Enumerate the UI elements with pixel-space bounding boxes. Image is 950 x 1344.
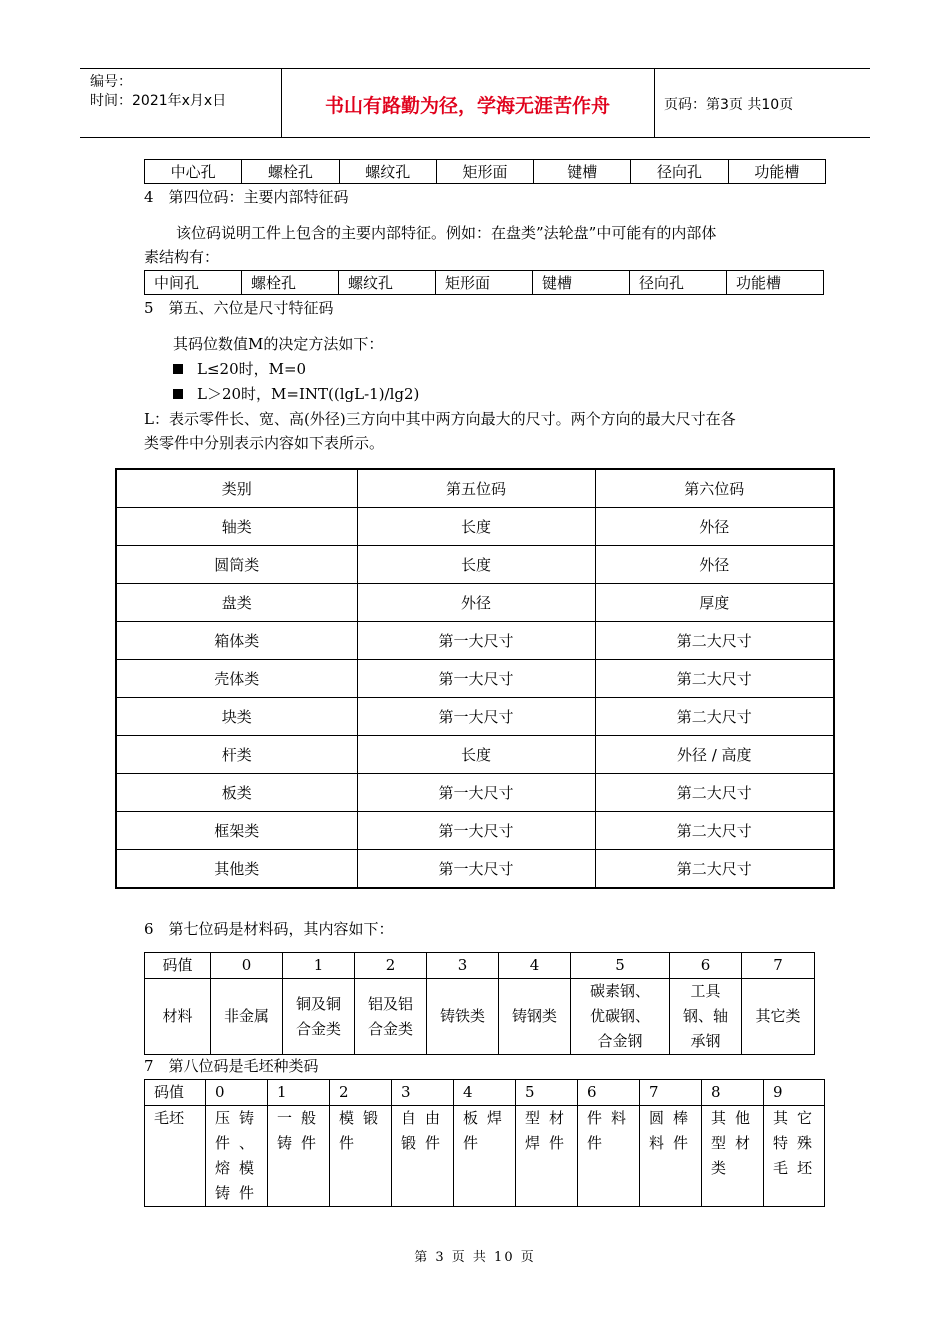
table-cell: 其他类: [116, 850, 357, 889]
table-cell: 材料: [145, 979, 211, 1055]
section-5-heading: 5 第五、六位是尺寸特征码: [144, 299, 334, 317]
table-cell: 其他型材类: [702, 1106, 764, 1207]
column-header: 0: [206, 1080, 268, 1106]
table-cell: 矩形面: [436, 271, 533, 295]
section-4-paragraph-line-1: 该位码说明工件上包含的主要内部特征。例如：在盘类”法轮盘”中可能有的内部体: [176, 224, 717, 242]
column-header: 2: [330, 1080, 392, 1106]
column-header: 4: [499, 953, 571, 979]
table-cell: 铸钢类: [499, 979, 571, 1055]
section-5-note-line-2: 类零件中分别表示内容如下表所示。: [144, 434, 385, 452]
table-cell: 铸铁类: [427, 979, 499, 1055]
table-cell: 第二大尺寸: [595, 622, 834, 660]
table-cell: 第二大尺寸: [595, 660, 834, 698]
table-row: [116, 812, 834, 850]
header-motto: 书山有路勤为径，学海无涯苦作舟: [324, 95, 610, 117]
table-cell: 第二大尺寸: [595, 812, 834, 850]
table-row: [116, 622, 834, 660]
table-cell: 第二大尺寸: [595, 774, 834, 812]
table-cell: 第二大尺寸: [595, 850, 834, 889]
table-cell: 盘类: [116, 584, 357, 622]
internal-feature-table: [144, 270, 824, 295]
table-cell: 非金属: [211, 979, 283, 1055]
table-cell: 键槽: [533, 271, 630, 295]
table-row: [145, 271, 824, 295]
table-cell: 径向孔: [630, 271, 727, 295]
column-header: 6: [578, 1080, 640, 1106]
page-footer: 第 3 页 共 10 页: [414, 1250, 536, 1265]
table-cell: 自由锻件: [392, 1106, 454, 1207]
bullet-text: L＞20时，M=INT((lgL-1)/lg2): [197, 385, 420, 403]
table-cell: 模锻件: [330, 1106, 392, 1207]
column-header: 5: [516, 1080, 578, 1106]
table-cell: 圆棒料件: [640, 1106, 702, 1207]
table-cell: 一般铸件: [268, 1106, 330, 1207]
column-header: 7: [640, 1080, 702, 1106]
table-cell: 功能槽: [727, 271, 824, 295]
table-cell: 长度: [357, 546, 595, 584]
table-cell: 长度: [357, 736, 595, 774]
table-row: [116, 850, 834, 889]
table-cell: 其它特殊毛坯: [764, 1106, 825, 1207]
table-cell: 外径: [595, 546, 834, 584]
section-4-paragraph-line-2: 素结构有：: [144, 248, 220, 266]
table-cell: 铜及铜合金类: [283, 979, 355, 1055]
table-row: [116, 774, 834, 812]
table-header-row: [145, 953, 815, 979]
column-header: 1: [283, 953, 355, 979]
table-row: [116, 584, 834, 622]
table-row: [116, 698, 834, 736]
column-header: 3: [427, 953, 499, 979]
table-cell: 厚度: [595, 584, 834, 622]
table-row: [145, 979, 815, 1055]
table-cell: 箱体类: [116, 622, 357, 660]
table-cell: 工具钢、轴承钢: [670, 979, 742, 1055]
table-cell: 矩形面: [436, 160, 533, 184]
dimension-code-table: [115, 468, 835, 889]
bullet-icon: [173, 389, 183, 399]
table-cell: 第一大尺寸: [357, 622, 595, 660]
column-header: 8: [702, 1080, 764, 1106]
blank-code-table: [144, 1079, 825, 1207]
table-cell: 型材焊件: [516, 1106, 578, 1207]
table-cell: 中间孔: [145, 271, 242, 295]
table-cell: 件料件: [578, 1106, 640, 1207]
table-cell: 螺栓孔: [242, 271, 339, 295]
table-cell: 板类: [116, 774, 357, 812]
material-code-table: [144, 952, 815, 1055]
column-header: 3: [392, 1080, 454, 1106]
table-cell: 铝及铝合金类: [355, 979, 427, 1055]
bullet-text: L≤20时，M=0: [197, 360, 307, 378]
column-header: 4: [454, 1080, 516, 1106]
section-7-heading: 7 第八位码是毛坯种类码: [144, 1057, 319, 1075]
table-cell: 外径: [595, 508, 834, 546]
table-cell: 轴类: [116, 508, 357, 546]
section-4-heading: 4 第四位码：主要内部特征码: [144, 188, 349, 206]
table-row: [145, 160, 826, 184]
table-row: [145, 1106, 825, 1207]
table-cell: 壳体类: [116, 660, 357, 698]
header-page-info: 页码：第3页 共10页: [664, 97, 794, 113]
table-cell: 功能槽: [728, 160, 825, 184]
table-cell: 径向孔: [631, 160, 728, 184]
column-header: 2: [355, 953, 427, 979]
table-header-row: [145, 1080, 825, 1106]
table-cell: 中心孔: [145, 160, 242, 184]
table-cell: 长度: [357, 508, 595, 546]
section-5-note-line-1: L：表示零件长、宽、高(外径)三方向中其中两方向最大的尺寸。两个方向的最大尺寸在各: [144, 410, 736, 428]
table-cell: 其它类: [742, 979, 815, 1055]
column-header: 第六位码: [595, 469, 834, 508]
table-cell: 外径 / 高度: [595, 736, 834, 774]
table-cell: 圆筒类: [116, 546, 357, 584]
column-header: 7: [742, 953, 815, 979]
column-header: 9: [764, 1080, 825, 1106]
table-row: [116, 736, 834, 774]
bullet-item: [173, 357, 306, 381]
table-cell: 第一大尺寸: [357, 774, 595, 812]
table-cell: 毛坯: [145, 1106, 206, 1207]
bullet-icon: [173, 364, 183, 374]
table-cell: 碳素钢、优碳钢、合金钢: [571, 979, 670, 1055]
table-cell: 螺纹孔: [339, 271, 436, 295]
column-header: 码值: [145, 953, 211, 979]
table-cell: 第二大尺寸: [595, 698, 834, 736]
column-header: 码值: [145, 1080, 206, 1106]
table-cell: 框架类: [116, 812, 357, 850]
table-cell: 第一大尺寸: [357, 698, 595, 736]
table-cell: 杆类: [116, 736, 357, 774]
table-cell: 压铸件、熔模铸件: [206, 1106, 268, 1207]
document-number-label: 编号：: [90, 74, 132, 90]
column-header: 5: [571, 953, 670, 979]
column-header: 0: [211, 953, 283, 979]
external-feature-table: [144, 159, 826, 184]
bullet-item: [173, 382, 419, 406]
column-header: 6: [670, 953, 742, 979]
section-6-heading: 6 第七位码是材料码，其内容如下：: [144, 920, 394, 938]
page-header: [80, 68, 870, 138]
column-header: 第五位码: [357, 469, 595, 508]
document-date: 时间：2021年x月x日: [90, 93, 227, 109]
header-divider: [654, 69, 655, 137]
table-cell: 螺栓孔: [242, 160, 339, 184]
header-meta: [90, 73, 226, 111]
table-row: [116, 546, 834, 584]
table-header-row: [116, 469, 834, 508]
table-cell: 第一大尺寸: [357, 660, 595, 698]
table-row: [116, 508, 834, 546]
table-cell: 键槽: [534, 160, 631, 184]
table-cell: 块类: [116, 698, 357, 736]
table-cell: 板焊件: [454, 1106, 516, 1207]
column-header: 1: [268, 1080, 330, 1106]
column-header: 类别: [116, 469, 357, 508]
section-5-intro: 其码位数值M的决定方法如下：: [173, 335, 384, 353]
table-row: [116, 660, 834, 698]
table-cell: 螺纹孔: [339, 160, 436, 184]
table-cell: 第一大尺寸: [357, 850, 595, 889]
table-cell: 外径: [357, 584, 595, 622]
table-cell: 第一大尺寸: [357, 812, 595, 850]
